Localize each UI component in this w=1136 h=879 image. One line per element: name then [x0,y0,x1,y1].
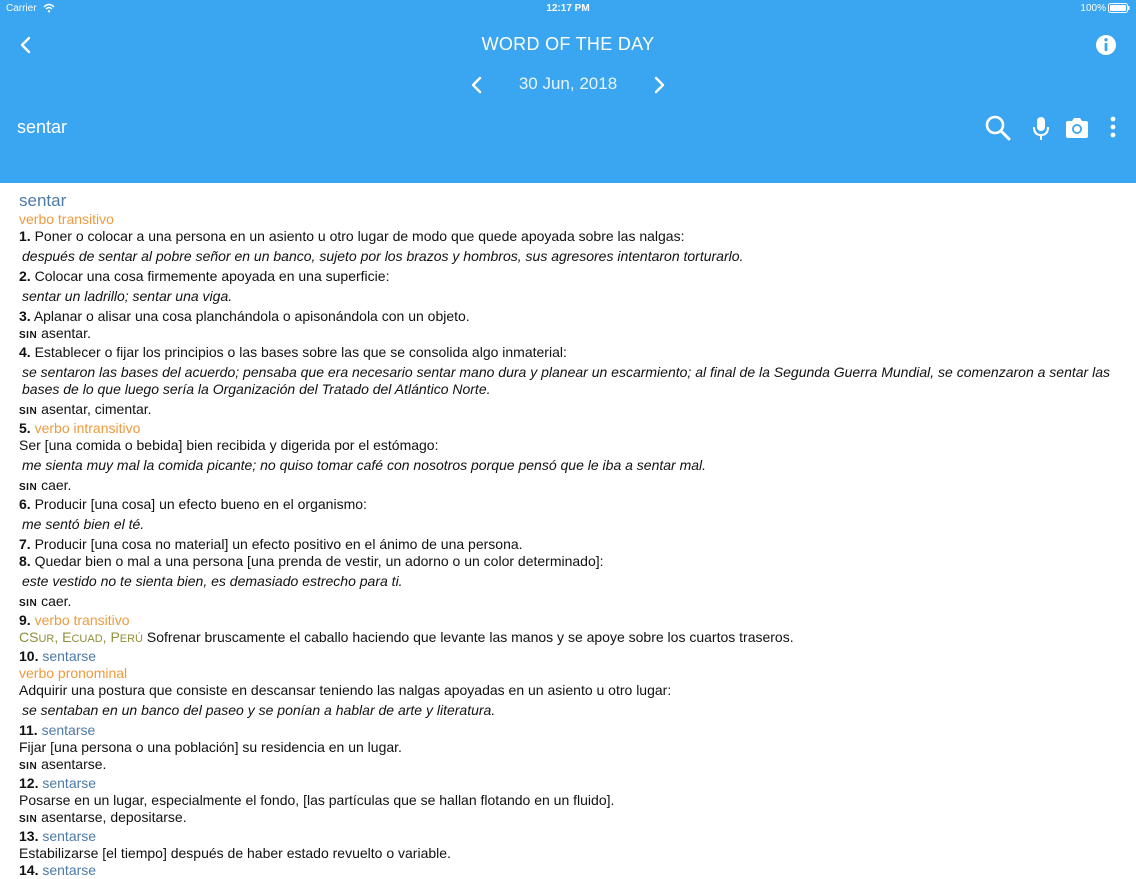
sentarse-link[interactable]: sentarse [42,862,97,878]
sense-1: 1. Poner o colocar a una persona en un asiento u otro lugar de modo que quede apoyada sobre las nalgas: [19,228,685,244]
sense-6: 6. Producir [una cosa] un efecto bueno en el organismo: [19,496,367,512]
sense-5-header: 5. verbo intransitivo [19,420,141,436]
region-label: CSUR, ECUAD, PERÚ [19,629,144,645]
example-1: después de sentar al pobre señor en un banco, sujeto por los brazos y hombros, sus agresores intentaron torturarlo. [22,248,744,264]
sense-9-header: 9. verbo transitivo [19,612,130,628]
camera-icon[interactable] [1063,114,1091,142]
next-date-chevron-icon[interactable] [648,73,670,97]
sense-2: 2. Colocar una cosa firmemente apoyada en una superficie: [19,268,390,284]
info-icon[interactable] [1094,33,1118,57]
synonyms-3: SIN asentar. [19,325,91,341]
sentarse-link[interactable]: sentarse [42,828,97,844]
synonyms-11: SIN asentarse. [19,756,107,772]
sentarse-link[interactable]: sentarse [42,648,97,664]
example-8: este vestido no te sienta bien, es demasiado estrecho para ti. [22,573,403,589]
current-date: 30 Jun, 2018 [518,74,618,93]
sense-10: Adquirir una postura que consiste en descansar teniendo las nalgas apoyadas en un asiento u otro lugar: [19,682,672,698]
sense-14-header: 14. sentarse [19,862,97,878]
sense-8: 8. Quedar bien o mal a una persona [una prenda de vestir, un adorno o un color determinado]: [19,553,604,569]
sense-3: 3. Aplanar o alisar una cosa planchándola o apisonándola con un objeto. [19,308,470,324]
dictionary-entry [19,191,1119,879]
status-time: 12:17 PM [546,3,590,14]
mic-icon[interactable] [1030,114,1052,142]
example-5: me sienta muy mal la comida picante; no quiso tomar café con nosotros porque pensó que le iba a sentar mal. [22,457,707,473]
sense-12-header: 12. sentarse [19,775,97,791]
status-bar [0,0,1136,18]
search-query-field[interactable]: sentar [17,117,68,137]
app-header [0,0,1136,183]
grammar-label: verbo transitivo [19,211,114,227]
sense-12: Posarse en un lugar, especialmente el fondo, [las partículas que se hallan flotando en un fluido]. [19,792,615,808]
synonyms-8: SIN caer. [19,593,72,609]
synonyms-12: SIN asentarse, depositarse. [19,809,187,825]
search-icon[interactable] [984,114,1012,142]
sense-10-header: 10. sentarse [19,648,97,664]
sense-13: Estabilizarse [el tiempo] después de haber estado revuelto o variable. [19,845,451,861]
sense-9: CSUR, ECUAD, PERÚ Sofrenar bruscamente el caballo haciendo que levante las manos y se apoye sobre los cuartos traseros. [19,629,794,645]
example-2: sentar un ladrillo; sentar una viga. [22,288,233,304]
sense-11: Fijar [una persona o una población] su residencia en un lugar. [19,739,402,755]
battery-percent: 100% [1080,3,1106,14]
sense-4: 4. Establecer o fijar los principios o las bases sobre las que se consolida algo inmaterial: [19,344,567,360]
sense-11-header: 11. sentarse [19,722,96,738]
sense-13-header: 13. sentarse [19,828,97,844]
sense-5: Ser [una comida o bebida] bien recibida y digerida por el estómago: [19,437,439,453]
sense-7: 7. Producir [una cosa no material] un efecto positivo en el ánimo de una persona. [19,536,523,552]
page-title: WORD OF THE DAY [481,34,655,54]
example-10: se sentaban en un banco del paseo y se ponían a hablar de arte y literatura. [22,702,496,718]
carrier-label: Carrier [6,3,37,14]
more-vertical-icon[interactable] [1104,114,1122,142]
synonyms-5: SIN caer. [19,477,72,493]
example-4: se sentaron las bases del acuerdo; pensaba que era necesario sentar mano dura y planear un escarmiento; al final de la Segunda Guerra Mundial, se comenzaron a sentar las bases de lo que luego sería la Organización del Tratado del Atlántico Norte. [22,364,1110,397]
sentarse-link[interactable]: sentarse [41,722,96,738]
entry-headword: sentar [19,191,67,210]
synonyms-4: SIN asentar, cimentar. [19,401,152,417]
example-6: me sentó bien el té. [22,516,145,532]
battery-icon [1108,3,1130,13]
sentarse-link[interactable]: sentarse [42,775,97,791]
grammar-label-pronominal: verbo pronominal [19,665,128,681]
